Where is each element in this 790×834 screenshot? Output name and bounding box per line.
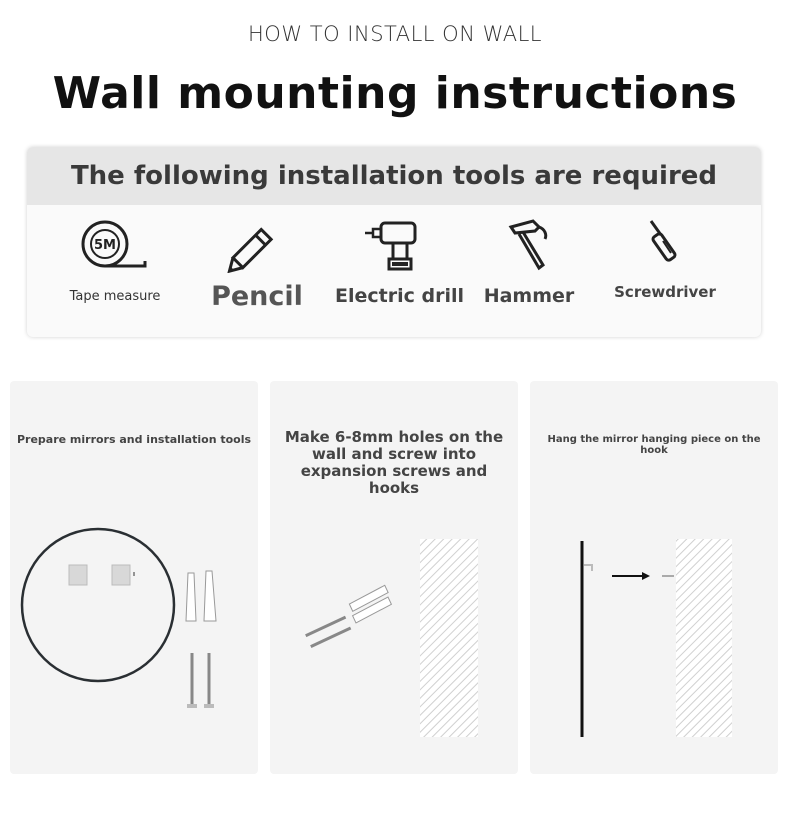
tool-screwdriver (614, 217, 716, 301)
mirror-icon (22, 529, 174, 681)
step-2-text: Make 6-8mm holes on the wall and screw into expansion screws and hooks (284, 428, 504, 497)
hanger-plate-icon (112, 565, 130, 585)
tool-label-screwdriver: Screwdriver (614, 283, 716, 301)
hanger-plate-icon (584, 565, 592, 571)
step-1-text: Prepare mirrors and installation tools (16, 433, 252, 446)
tool-label-hammer: Hammer (483, 285, 575, 307)
step-2-card (270, 381, 518, 774)
wall-section (676, 539, 732, 737)
tool-pencil (211, 217, 303, 312)
step-3-card (530, 381, 778, 774)
tool-label-pencil: Pencil (211, 281, 303, 312)
hanger-plate-icon (69, 565, 87, 585)
step-2-illustration (270, 381, 518, 774)
step-1-card (10, 381, 258, 774)
tape-badge: 5M (94, 238, 116, 253)
electric-drill-icon (365, 217, 425, 273)
tool-tape-measure (69, 217, 161, 304)
wall-anchor-icon (186, 571, 216, 621)
tool-label-tape-measure: Tape measure (69, 289, 161, 304)
tools-heading: The following installation tools are required (27, 147, 761, 205)
screw-icon (306, 617, 351, 646)
tool-electric-drill (335, 217, 464, 307)
hammer-icon (499, 217, 559, 273)
tools-panel (27, 147, 761, 337)
tool-hammer (483, 217, 575, 307)
step-3-text: Hang the mirror hanging piece on the hook (547, 434, 761, 456)
tool-label-electric-drill: Electric drill (335, 285, 464, 307)
wall-section (420, 539, 478, 737)
screw-icon (187, 653, 214, 708)
page-title: Wall mounting instructions (52, 68, 738, 119)
tape-measure-icon (79, 217, 151, 277)
wall-anchor-icon (347, 585, 394, 623)
step-1-illustration (10, 381, 258, 774)
pencil-icon (227, 217, 287, 273)
step-3-illustration (530, 381, 778, 774)
kicker-heading: HOW TO INSTALL ON WALL (248, 22, 542, 46)
screwdriver-icon (635, 217, 695, 273)
